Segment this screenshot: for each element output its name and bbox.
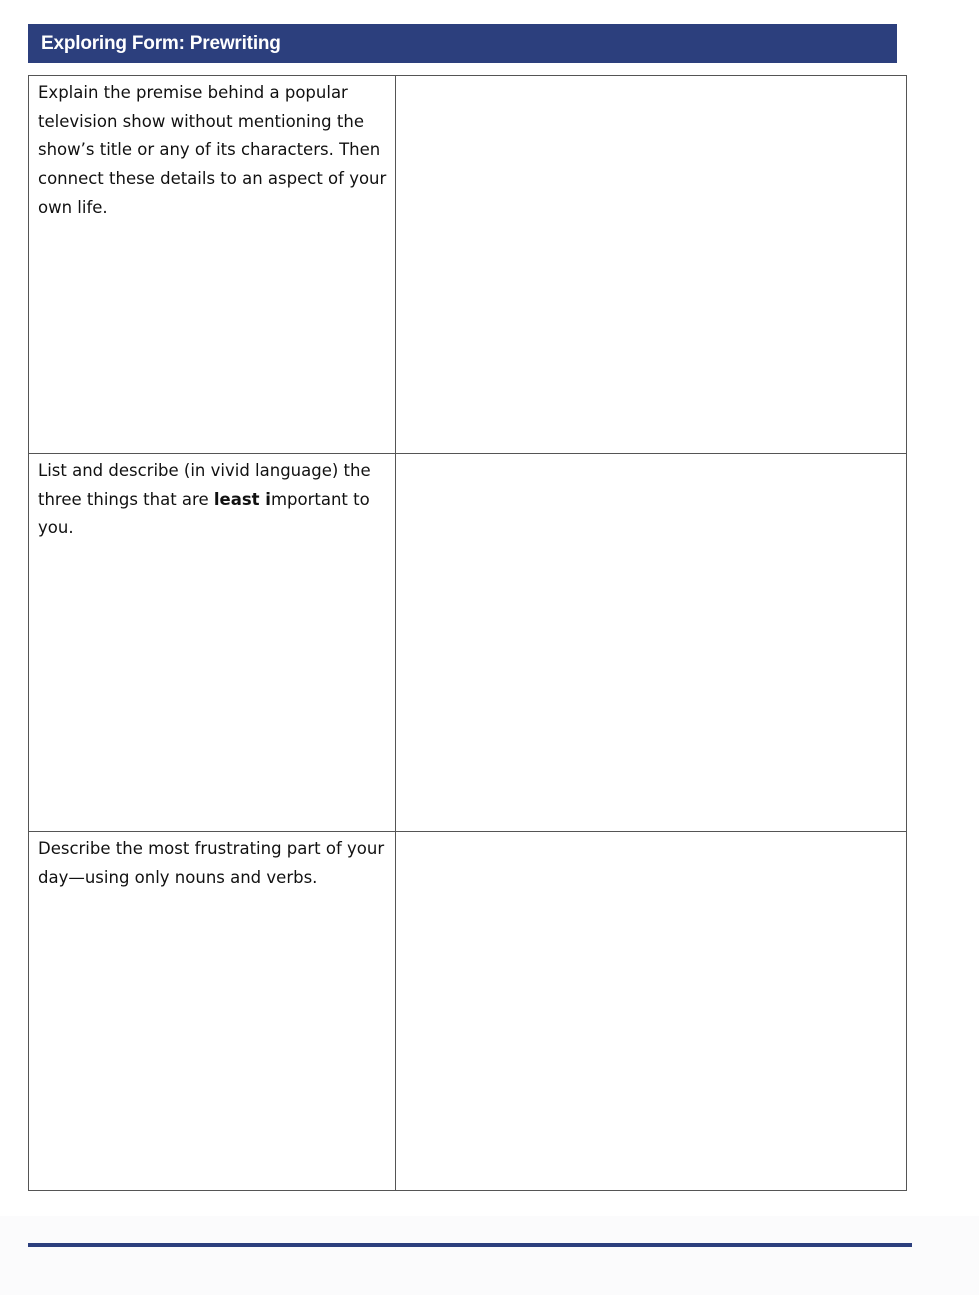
table-row xyxy=(29,832,907,1191)
prompt-cell xyxy=(29,454,396,832)
prompt-emphasis: least i xyxy=(213,489,271,509)
prompt-text-part: List and describe (in vivid language) the three things that are xyxy=(38,461,371,509)
page-bottom-strip xyxy=(0,1216,979,1295)
prompt-text: Explain the premise behind a popular television show without mentioning the show’s title or any of its characters. Then connect these details to an aspect of your own life. xyxy=(38,83,387,217)
prompt-text: Describe the most frustrating part of your day—using only nouns and verbs. xyxy=(38,839,385,887)
section-header xyxy=(28,24,897,63)
table-row xyxy=(29,76,907,454)
answer-cell[interactable] xyxy=(396,832,907,1191)
prompt-cell xyxy=(29,76,396,454)
answer-cell[interactable] xyxy=(396,76,907,454)
section-title: Exploring Form: Prewriting xyxy=(41,32,281,54)
answer-cell[interactable] xyxy=(396,454,907,832)
prompt-text-part: mportant to you. xyxy=(38,489,370,538)
prompt-text xyxy=(38,461,371,537)
table-row xyxy=(29,454,907,832)
footer-rule xyxy=(28,1243,912,1247)
prewriting-table xyxy=(28,75,907,1191)
prompt-cell xyxy=(29,832,396,1191)
